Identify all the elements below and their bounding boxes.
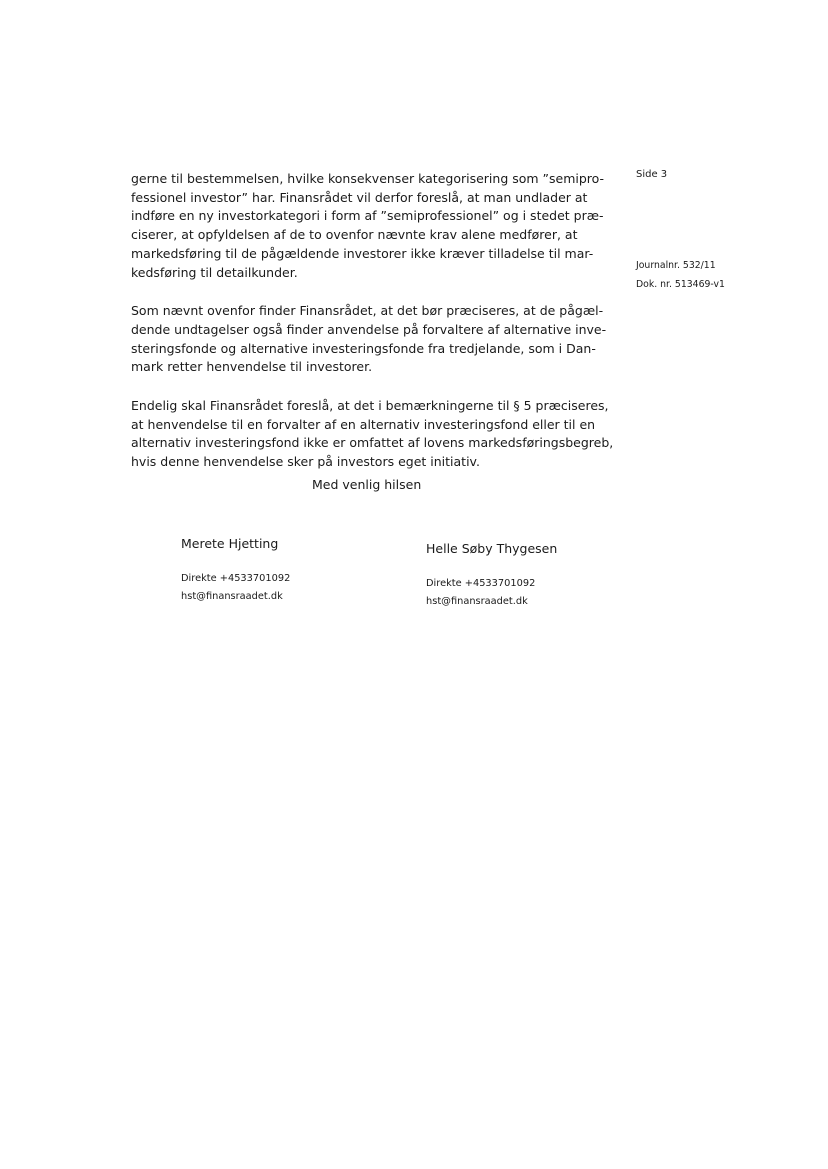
text-line: kedsføring til detailkunder. [131,264,298,280]
journal-number: Journalnr. 532/11 [636,260,716,271]
text-line: fessionel investor” har. Finansrådet vil derfor foreslå, at man undlader at [131,189,588,205]
text-line: gerne til bestemmelsen, hvilke konsekvenser kategorisering som ”semipro- [131,171,605,186]
paragraph-3 [131,397,614,472]
signer-block [426,540,557,611]
paragraph-1 [131,170,611,282]
text-line: ciserer, at opfyldelsen af de to ovenfor nævnte krav alene medfører, at [131,227,578,243]
document-number: Dok. nr. 513469-v1 [636,279,725,290]
text-line: indføre en ny investorkategori i form af ”semiprofessionel” og i stedet præ- [131,208,604,224]
reference-block [636,256,725,294]
signer-name: Merete Hjetting [181,536,279,551]
text-line: markedsføring til de pågældende investorer ikke kræver tilladelse til mar- [131,245,594,261]
text-line: Som nævnt ovenfor finder Finansrådet, at det bør præciseres, at de pågæl- [131,303,604,319]
signer-block [181,535,290,606]
signer-phone: Direkte +4533701092 [426,578,536,589]
text-line: alternativ investeringsfond ikke er omfattet af lovens markedsføringsbegreb, [131,435,614,451]
signer-name: Helle Søby Thygesen [426,541,558,556]
text-line: hvis denne henvendelse sker på investors eget initiativ. [131,454,480,470]
text-line: Endelig skal Finansrådet foreslå, at det i bemærkningerne til § 5 præciseres, [131,398,609,414]
signer-email: hst@finansraadet.dk [181,591,283,602]
page-number [636,167,667,183]
signer-email: hst@finansraadet.dk [426,596,528,607]
page-label: Side 3 [636,169,668,180]
closing-salutation: Med venlig hilsen [312,477,422,492]
text-line: mark retter henvendelse til investorer. [131,359,373,375]
signer-phone: Direkte +4533701092 [181,573,291,584]
paragraph-2 [131,302,611,377]
text-line: at henvendelse til en forvalter af en alternativ investeringsfond eller til en [131,416,596,432]
text-line: dende undtagelser også finder anvendelse på forvaltere af alternative inve- [131,321,607,337]
text-line: steringsfonde og alternative investeringsfonde fra tredjelande, som i Dan- [131,340,596,356]
body-text [131,170,614,492]
